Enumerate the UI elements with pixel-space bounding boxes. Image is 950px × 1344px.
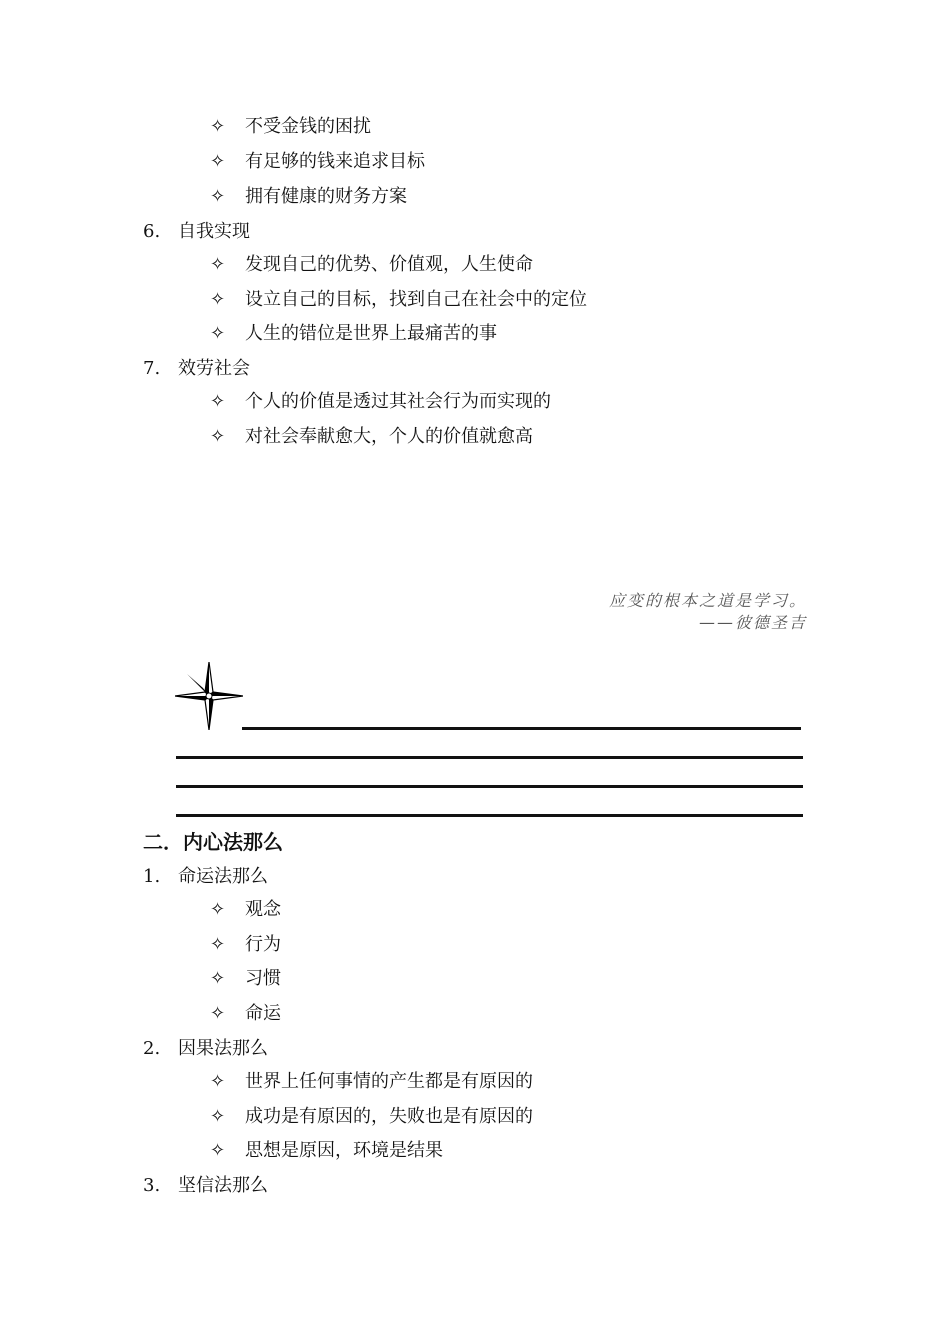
list-item: ✧ 发现自己的优势、价值观，人生使命 [210,254,533,275]
list-item: ✧ 设立自己的目标，找到自己在社会中的定位 [210,289,587,310]
note-line [176,785,803,788]
bullet-icon: ✧ [210,934,226,955]
bullet-icon: ✧ [210,254,226,275]
list-item: ✧ 行为 [210,934,281,955]
bullet-icon: ✧ [210,1106,226,1127]
list-item: ✧ 不受金钱的困扰 [210,116,371,137]
bullet-icon: ✧ [210,1003,226,1024]
list-item: ✧ 观念 [210,899,281,920]
bullet-icon: ✧ [210,151,226,172]
list-item: ✧ 世界上任何事情的产生都是有原因的 [210,1071,533,1092]
bullet-icon: ✧ [210,391,226,412]
bullet-icon: ✧ [210,1140,226,1161]
numbered-heading: 6. 自我实现 [143,221,250,242]
list-item: ✧ 对社会奉献愈大，个人的价值就愈高 [210,426,533,447]
list-item: ✧ 有足够的钱来追求目标 [210,151,425,172]
bullet-icon: ✧ [210,289,226,310]
quote-author: ——彼德圣吉 [698,613,807,632]
list-item: ✧ 拥有健康的财务方案 [210,186,407,207]
bullet-icon: ✧ [210,426,226,447]
bullet-icon: ✧ [210,116,226,137]
compass-star-icon [175,662,243,730]
quote-text: 应变的根本之道是学习。 [608,591,807,610]
bullet-icon: ✧ [210,323,226,344]
list-item: ✧ 成功是有原因的，失败也是有原因的 [210,1106,533,1127]
note-line [242,727,801,730]
bullet-icon: ✧ [210,186,226,207]
section-heading: 二．内心法那么 [143,830,283,854]
numbered-heading: 1. 命运法那么 [143,866,268,887]
list-item: ✧ 人生的错位是世界上最痛苦的事 [210,323,497,344]
note-line [176,814,803,817]
numbered-heading: 2. 因果法那么 [143,1038,268,1059]
bullet-icon: ✧ [210,1071,226,1092]
bullet-icon: ✧ [210,968,226,989]
note-line [176,756,803,759]
list-item: ✧ 习惯 [210,968,281,989]
list-item: ✧ 个人的价值是透过其社会行为而实现的 [210,391,551,412]
numbered-heading: 3. 坚信法那么 [143,1175,268,1196]
bullet-icon: ✧ [210,899,226,920]
list-item: ✧ 思想是原因，环境是结果 [210,1140,443,1161]
list-item: ✧ 命运 [210,1003,281,1024]
numbered-heading: 7. 效劳社会 [143,358,250,379]
